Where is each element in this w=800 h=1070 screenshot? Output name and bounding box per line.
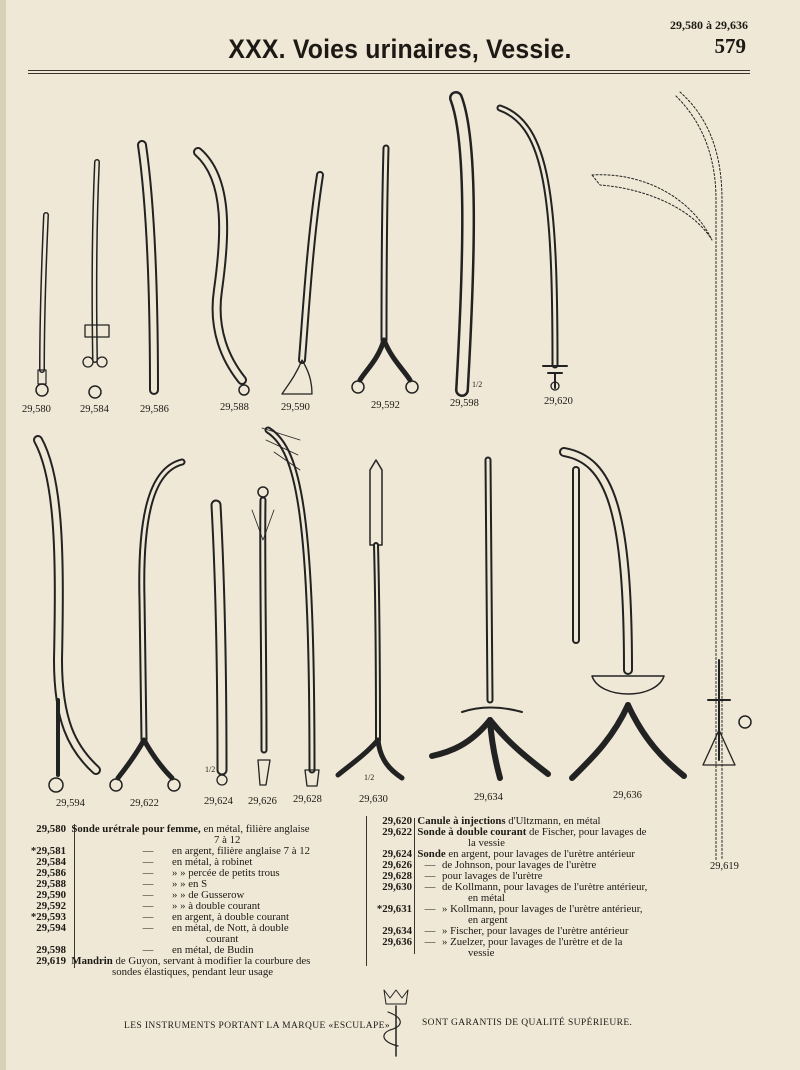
figure-label-29624: 29,624: [204, 796, 233, 807]
instrument-29636-drawing: [564, 452, 684, 778]
instrument-29624-drawing: [216, 505, 227, 785]
legend-row: 29,619 Mandrin de Guyon, servant à modifier la courbure des: [36, 955, 311, 967]
legend-row: en argent: [468, 914, 508, 926]
scale-fraction-29598: 1/2: [472, 380, 483, 389]
scale-fraction-29624: 1/2: [205, 765, 216, 774]
figure-label-29634: 29,634: [474, 792, 503, 803]
legend-row: 29,580 Sonde urétrale pour femme, en métal, filière anglaise: [36, 823, 310, 835]
catalog-number-range: 29,580 à 29,636: [670, 18, 748, 32]
instrument-29620-drawing: [500, 108, 567, 390]
legend-row: *29,631 — » Kollmann, pour lavages de l'urètre antérieur,: [376, 903, 643, 915]
figure-label-29588: 29,588: [220, 402, 249, 413]
legend-row: *29,593 — en argent, à double courant: [30, 911, 290, 923]
instrument-29588-drawing: [198, 152, 249, 395]
legend-row: 29,630 — de Kollmann, pour lavages de l'urètre antérieur,: [382, 881, 648, 893]
legend-row: 29,626 — de Johnson, pour lavages de l'urètre: [382, 859, 597, 871]
scale-fraction-29630: 1/2: [364, 773, 375, 782]
figure-label-29584: 29,584: [80, 404, 109, 415]
legend-row: la vessie: [468, 837, 505, 849]
figure-label-29630: 29,630: [359, 794, 388, 805]
legend-row: 29,584 — en métal, à robinet: [36, 856, 253, 868]
instrument-29630-drawing: [338, 460, 402, 778]
figure-label-29594: 29,594: [56, 798, 85, 809]
legend-row: 29,586 — » » percée de petits trous: [36, 867, 280, 879]
legend-row: 29,636 — » Zuelzer, pour lavages de l'urètre et de la: [382, 936, 623, 948]
page-number: 579: [714, 34, 746, 58]
figure-label-29619: 29,619: [710, 861, 739, 872]
page-title: XXX. Voies urinaires, Vessie.: [228, 34, 572, 64]
instrument-29619-drawing: [592, 92, 722, 860]
instrument-29634-drawing: [432, 460, 548, 778]
legend-center-divider: [366, 816, 367, 966]
figure-label-29598: 29,598: [450, 398, 479, 409]
instrument-29622-drawing: [110, 462, 182, 791]
legend-row: sondes élastiques, pendant leur usage: [112, 966, 274, 978]
legend-row: 29,628 — pour lavages de l'urètre: [382, 870, 543, 882]
figure-label-29586: 29,586: [140, 404, 169, 415]
instrument-29626-drawing: [252, 487, 274, 785]
legend-row: vessie: [468, 947, 495, 959]
legend-row: 29,592 — » » à double courant: [36, 900, 261, 912]
figure-label-29580: 29,580: [22, 404, 51, 415]
legend-row: en métal: [468, 892, 505, 904]
legend-row: 29,634 — » Fischer, pour lavages de l'urètre antérieur: [382, 925, 629, 937]
figure-label-29622: 29,622: [130, 798, 159, 809]
legend-row: 29,588 — » » en S: [36, 878, 208, 890]
legend-row: 7 à 12: [214, 834, 241, 846]
figure-label-29620: 29,620: [544, 396, 573, 407]
legend-left: [26, 823, 366, 978]
instrument-29598-drawing: [456, 98, 468, 390]
instrument-29586-drawing: [142, 145, 154, 390]
legend-row: 29,624 Sonde en argent, pour lavages de l'urètre antérieur: [382, 848, 636, 860]
legend-row: 29,590 — » » de Gusserow: [36, 889, 245, 901]
instrument-29592-drawing: [352, 148, 418, 393]
footer-right-text: SONT GARANTIS DE QUALITÉ SUPÉRIEURE.: [422, 1018, 633, 1028]
instrument-29584-drawing: [83, 162, 109, 398]
figure-label-29626: 29,626: [248, 796, 277, 807]
legend-row: 29,620 Canule à injections d'Ultzmann, en métal: [382, 815, 601, 827]
legend-right: [372, 816, 698, 966]
instrument-29590-drawing: [282, 175, 320, 394]
legend-row: courant: [206, 933, 239, 945]
instrument-29619-handle: [703, 660, 751, 765]
instrument-29580-drawing: [36, 215, 48, 396]
legend-row: 29,594 — en métal, de Nott, à double: [36, 922, 289, 934]
legend-row: *29,581 — en argent, filière anglaise 7 à 12: [30, 845, 311, 857]
figure-label-29628: 29,628: [293, 794, 322, 805]
instrument-29594-drawing: [38, 440, 96, 792]
figure-label-29636: 29,636: [613, 790, 642, 801]
figure-label-29592: 29,592: [371, 400, 400, 411]
legend-row: 29,598 — en métal, de Budin: [36, 944, 254, 956]
footer-left-text: LES INSTRUMENTS PORTANT LA MARQUE «ESCULAPE»: [124, 1021, 391, 1031]
legend-row: 29,622 Sonde à double courant de Fischer, pour lavages de: [382, 826, 647, 838]
instrument-29628-drawing: [262, 428, 319, 786]
figure-label-29590: 29,590: [281, 402, 310, 413]
